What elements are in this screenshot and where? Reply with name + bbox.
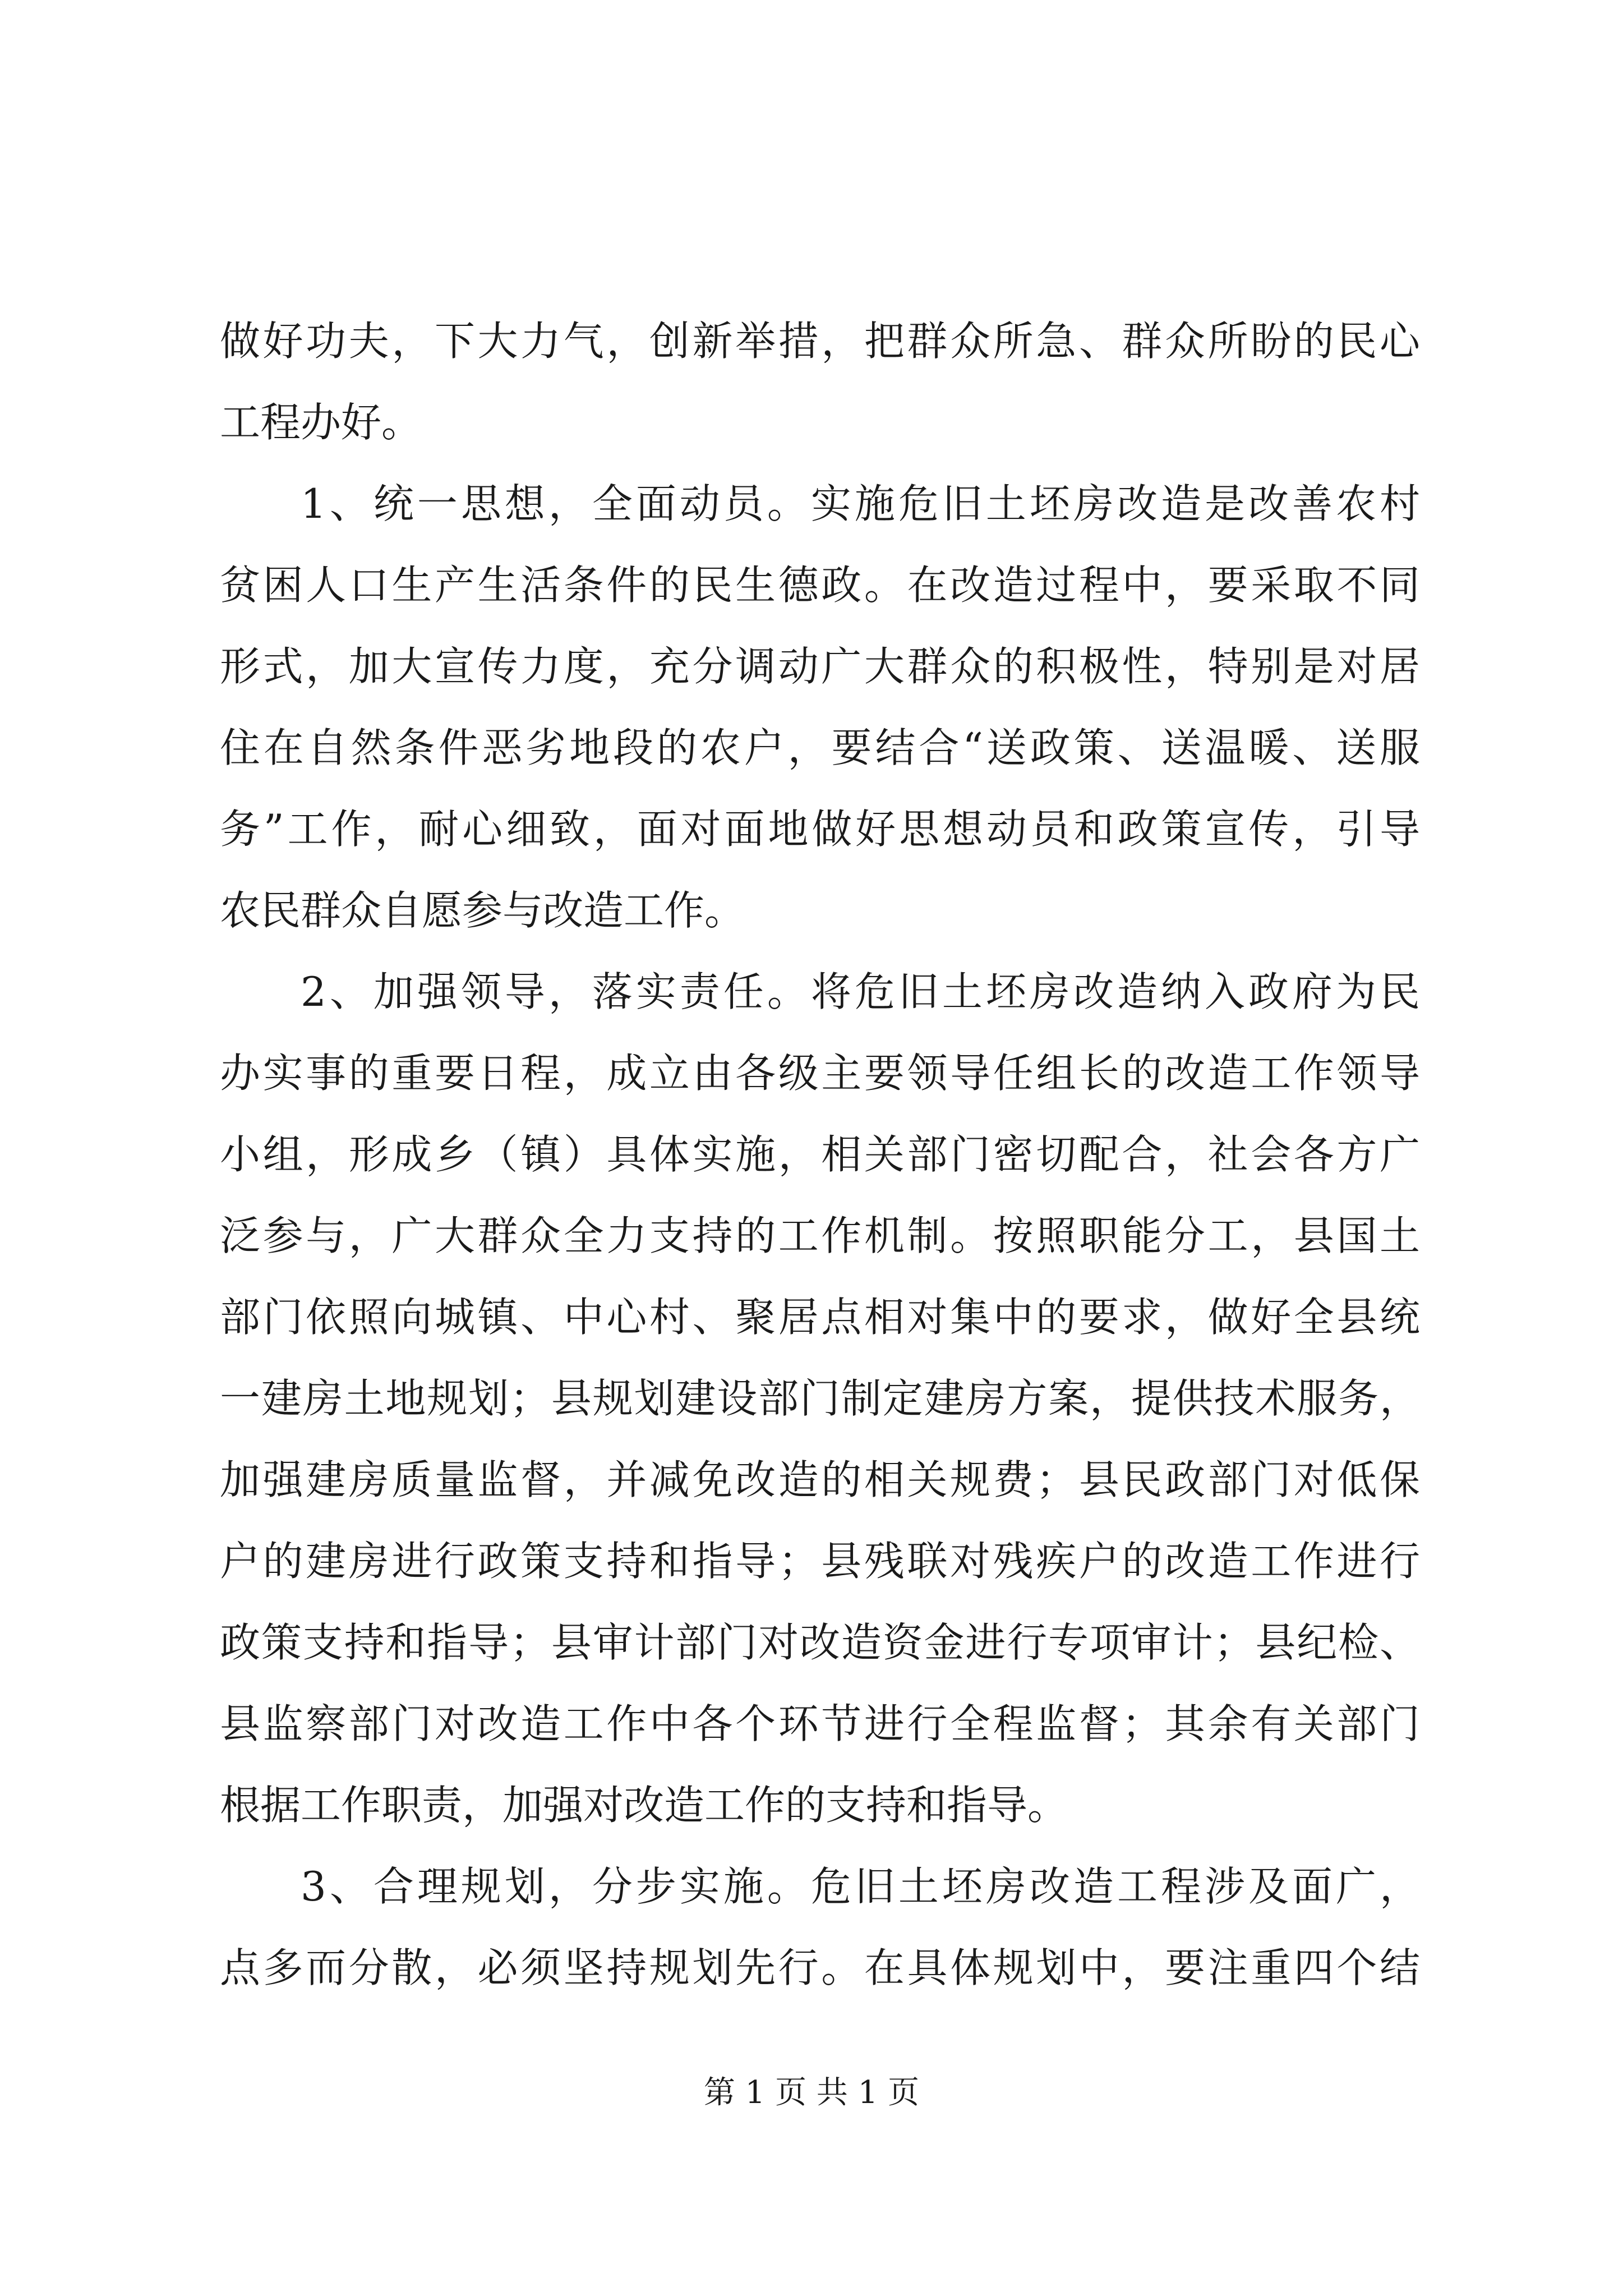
text-line: 贫困人口生产生活条件的民生德政。在改造过程中，要采取不同 bbox=[220, 562, 1420, 609]
text-line: 务”工作，耐心细致，面对面地做好思想动员和政策宣传，引导 bbox=[220, 806, 1420, 853]
text-line: 泛参与，广大群众全力支持的工作机制。按照职能分工，县国土 bbox=[220, 1212, 1420, 1259]
page-number-footer: 第 1 页 共 1 页 bbox=[703, 2074, 920, 2111]
text-line: 县监察部门对改造工作中各个环节进行全程监督；其余有关部门 bbox=[220, 1700, 1420, 1747]
paragraph-2-first-line: 2、加强领导，落实责任。将危旧土坯房改造纳入政府为民 bbox=[301, 968, 1420, 1015]
document-body bbox=[220, 301, 1420, 2009]
text-line: 户的建房进行政策支持和指导；县残联对残疾户的改造工作进行 bbox=[220, 1538, 1420, 1585]
text-line: 小组，形成乡（镇）具体实施，相关部门密切配合，社会各方广 bbox=[220, 1131, 1420, 1178]
text-line: 做好功夫，下大力气，创新举措，把群众所急、群众所盼的民心 bbox=[220, 318, 1420, 365]
text-line: 一建房土地规划；县规划建设部门制定建房方案，提供技术服务， bbox=[220, 1375, 1420, 1422]
paragraph-3-first-line: 3、合理规划，分步实施。危旧土坯房改造工程涉及面广， bbox=[301, 1863, 1420, 1910]
text-line: 办实事的重要日程，成立由各级主要领导任组长的改造工作领导 bbox=[220, 1050, 1420, 1097]
text-line: 形式，加大宣传力度，充分调动广大群众的积极性，特别是对居 bbox=[220, 643, 1420, 690]
text-line: 工程办好。 bbox=[220, 399, 422, 446]
text-line: 住在自然条件恶劣地段的农户，要结合“送政策、送温暖、送服 bbox=[220, 724, 1420, 771]
text-line: 加强建房质量监督，并减免改造的相关规费；县民政部门对低保 bbox=[220, 1456, 1420, 1503]
text-line: 根据工作职责，加强对改造工作的支持和指导。 bbox=[220, 1782, 1068, 1829]
text-line: 农民群众自愿参与改造工作。 bbox=[220, 887, 745, 934]
text-line: 政策支持和指导；县审计部门对改造资金进行专项审计；县纪检、 bbox=[220, 1619, 1420, 1666]
text-line: 部门依照向城镇、中心村、聚居点相对集中的要求，做好全县统 bbox=[220, 1294, 1420, 1341]
paragraph-1-first-line: 1、统一思想，全面动员。实施危旧土坯房改造是改善农村 bbox=[301, 480, 1420, 527]
text-line: 点多而分散，必须坚持规划先行。在具体规划中，要注重四个结 bbox=[220, 1944, 1420, 1991]
